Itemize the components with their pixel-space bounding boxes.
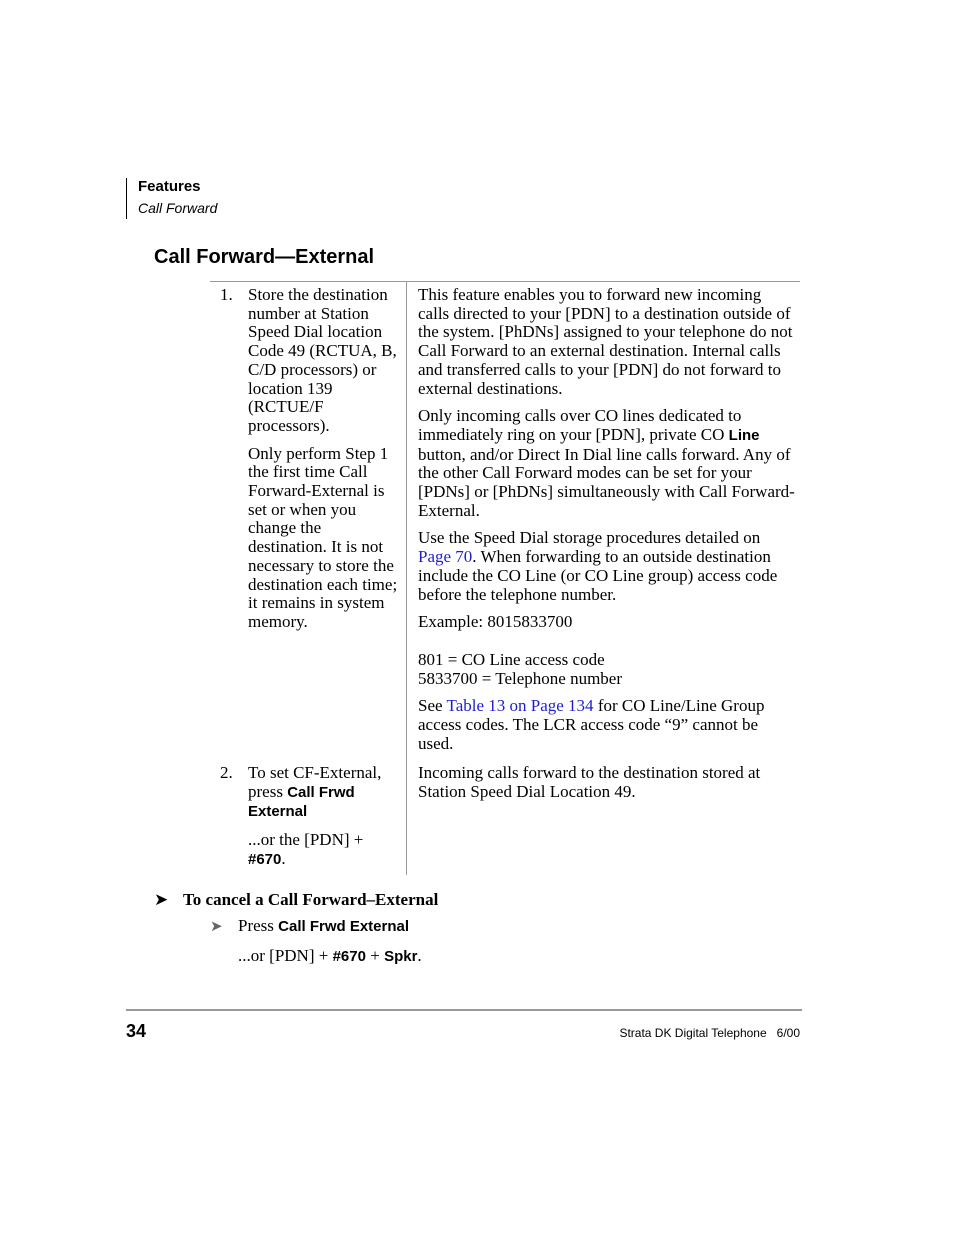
desc-paragraph-5: See Table 13 on Page 134 for CO Line/Line Group access codes. The LCR access code “9” cannot be used.: [418, 696, 765, 753]
footer-rule: [126, 1009, 802, 1011]
table-13-link[interactable]: Table 13 on Page 134: [446, 696, 594, 716]
step-1-paragraph-2: Only perform Step 1 the first time Call Forward-External is set or when you change the destination. It is not necessary to store the destination each time; it remains in system memory.: [248, 443, 398, 631]
call-frwd-external-key: Call Frwd External: [248, 783, 355, 821]
cancel-procedure-heading: To cancel a Call Forward–External: [183, 890, 439, 909]
spkr-key: Spkr: [384, 948, 418, 965]
step-1-paragraph-1: Store the destination number at Station Speed Dial location Code 49 (RCTUA, B, C/D processors) or location 139 (RCTUE/F processors).: [248, 285, 397, 435]
header-bar: [126, 178, 127, 219]
desc-paragraph-1: This feature enables you to forward new incoming calls directed to your [PDN] to a destination outside of the system. [PhDNs] assigned to your telephone do not Call Forward to an external destination. Internal calls and transferred calls to your [PDN] do not forward to external destinations.: [418, 285, 793, 398]
code-670-key: #670: [248, 850, 282, 868]
step-1-text: [248, 286, 403, 632]
footer-doc-title: Strata DK Digital Telephone 6/00: [619, 1026, 800, 1040]
page-70-link[interactable]: Page 70: [418, 547, 473, 567]
step-1-number: 1.: [220, 285, 233, 304]
step-2-description: Incoming calls forward to the destination stored at Station Speed Dial Location 49.: [418, 763, 761, 801]
step-2-text: [248, 764, 403, 870]
page-number: 34: [126, 1021, 147, 1041]
cancel-step: Press Call Frwd External: [238, 916, 410, 935]
desc-example-line-1: 801 = CO Line access code: [418, 649, 605, 669]
desc-paragraph-2: Only incoming calls over CO lines dedicated to immediately ring on your [PDN], private CO Line button, and/or Direct In Dial line calls forward. Any of the other Call Forward modes can be set for your [PDNs] or [PhDNs] simultaneously with Call Forward-External.: [418, 406, 795, 520]
procedure-arrow-icon: ➤: [154, 890, 169, 909]
cancel-code-670-key: #670: [332, 948, 366, 965]
desc-paragraph-3: Use the Speed Dial storage procedures detailed on Page 70. When forwarding to an outside destination include the CO Line (or CO Line group) access code before the telephone number.: [418, 528, 778, 604]
step-1-description: [418, 286, 796, 753]
line-key: Line: [728, 426, 760, 444]
desc-example-line-2: 5833700 = Telephone number: [418, 668, 623, 688]
step-2-alternative: ...or the [PDN] + #670.: [248, 830, 364, 868]
cancel-call-frwd-external-key: Call Frwd External: [278, 918, 410, 935]
cancel-alternative: ...or [PDN] + #670 + Spkr.: [238, 946, 422, 965]
header-subsection: Call Forward: [138, 200, 218, 216]
table-column-divider: [406, 282, 407, 875]
step-2-instruction: To set CF-External, press Call Frwd External: [248, 763, 382, 821]
desc-example: Example: 8015833700: [418, 612, 573, 632]
step-arrow-icon: ➤: [210, 919, 223, 935]
header-section: Features: [138, 178, 201, 195]
page-title: Call Forward—External: [154, 246, 375, 268]
step-2-number: 2.: [220, 763, 233, 782]
table-top-rule: [210, 281, 800, 282]
